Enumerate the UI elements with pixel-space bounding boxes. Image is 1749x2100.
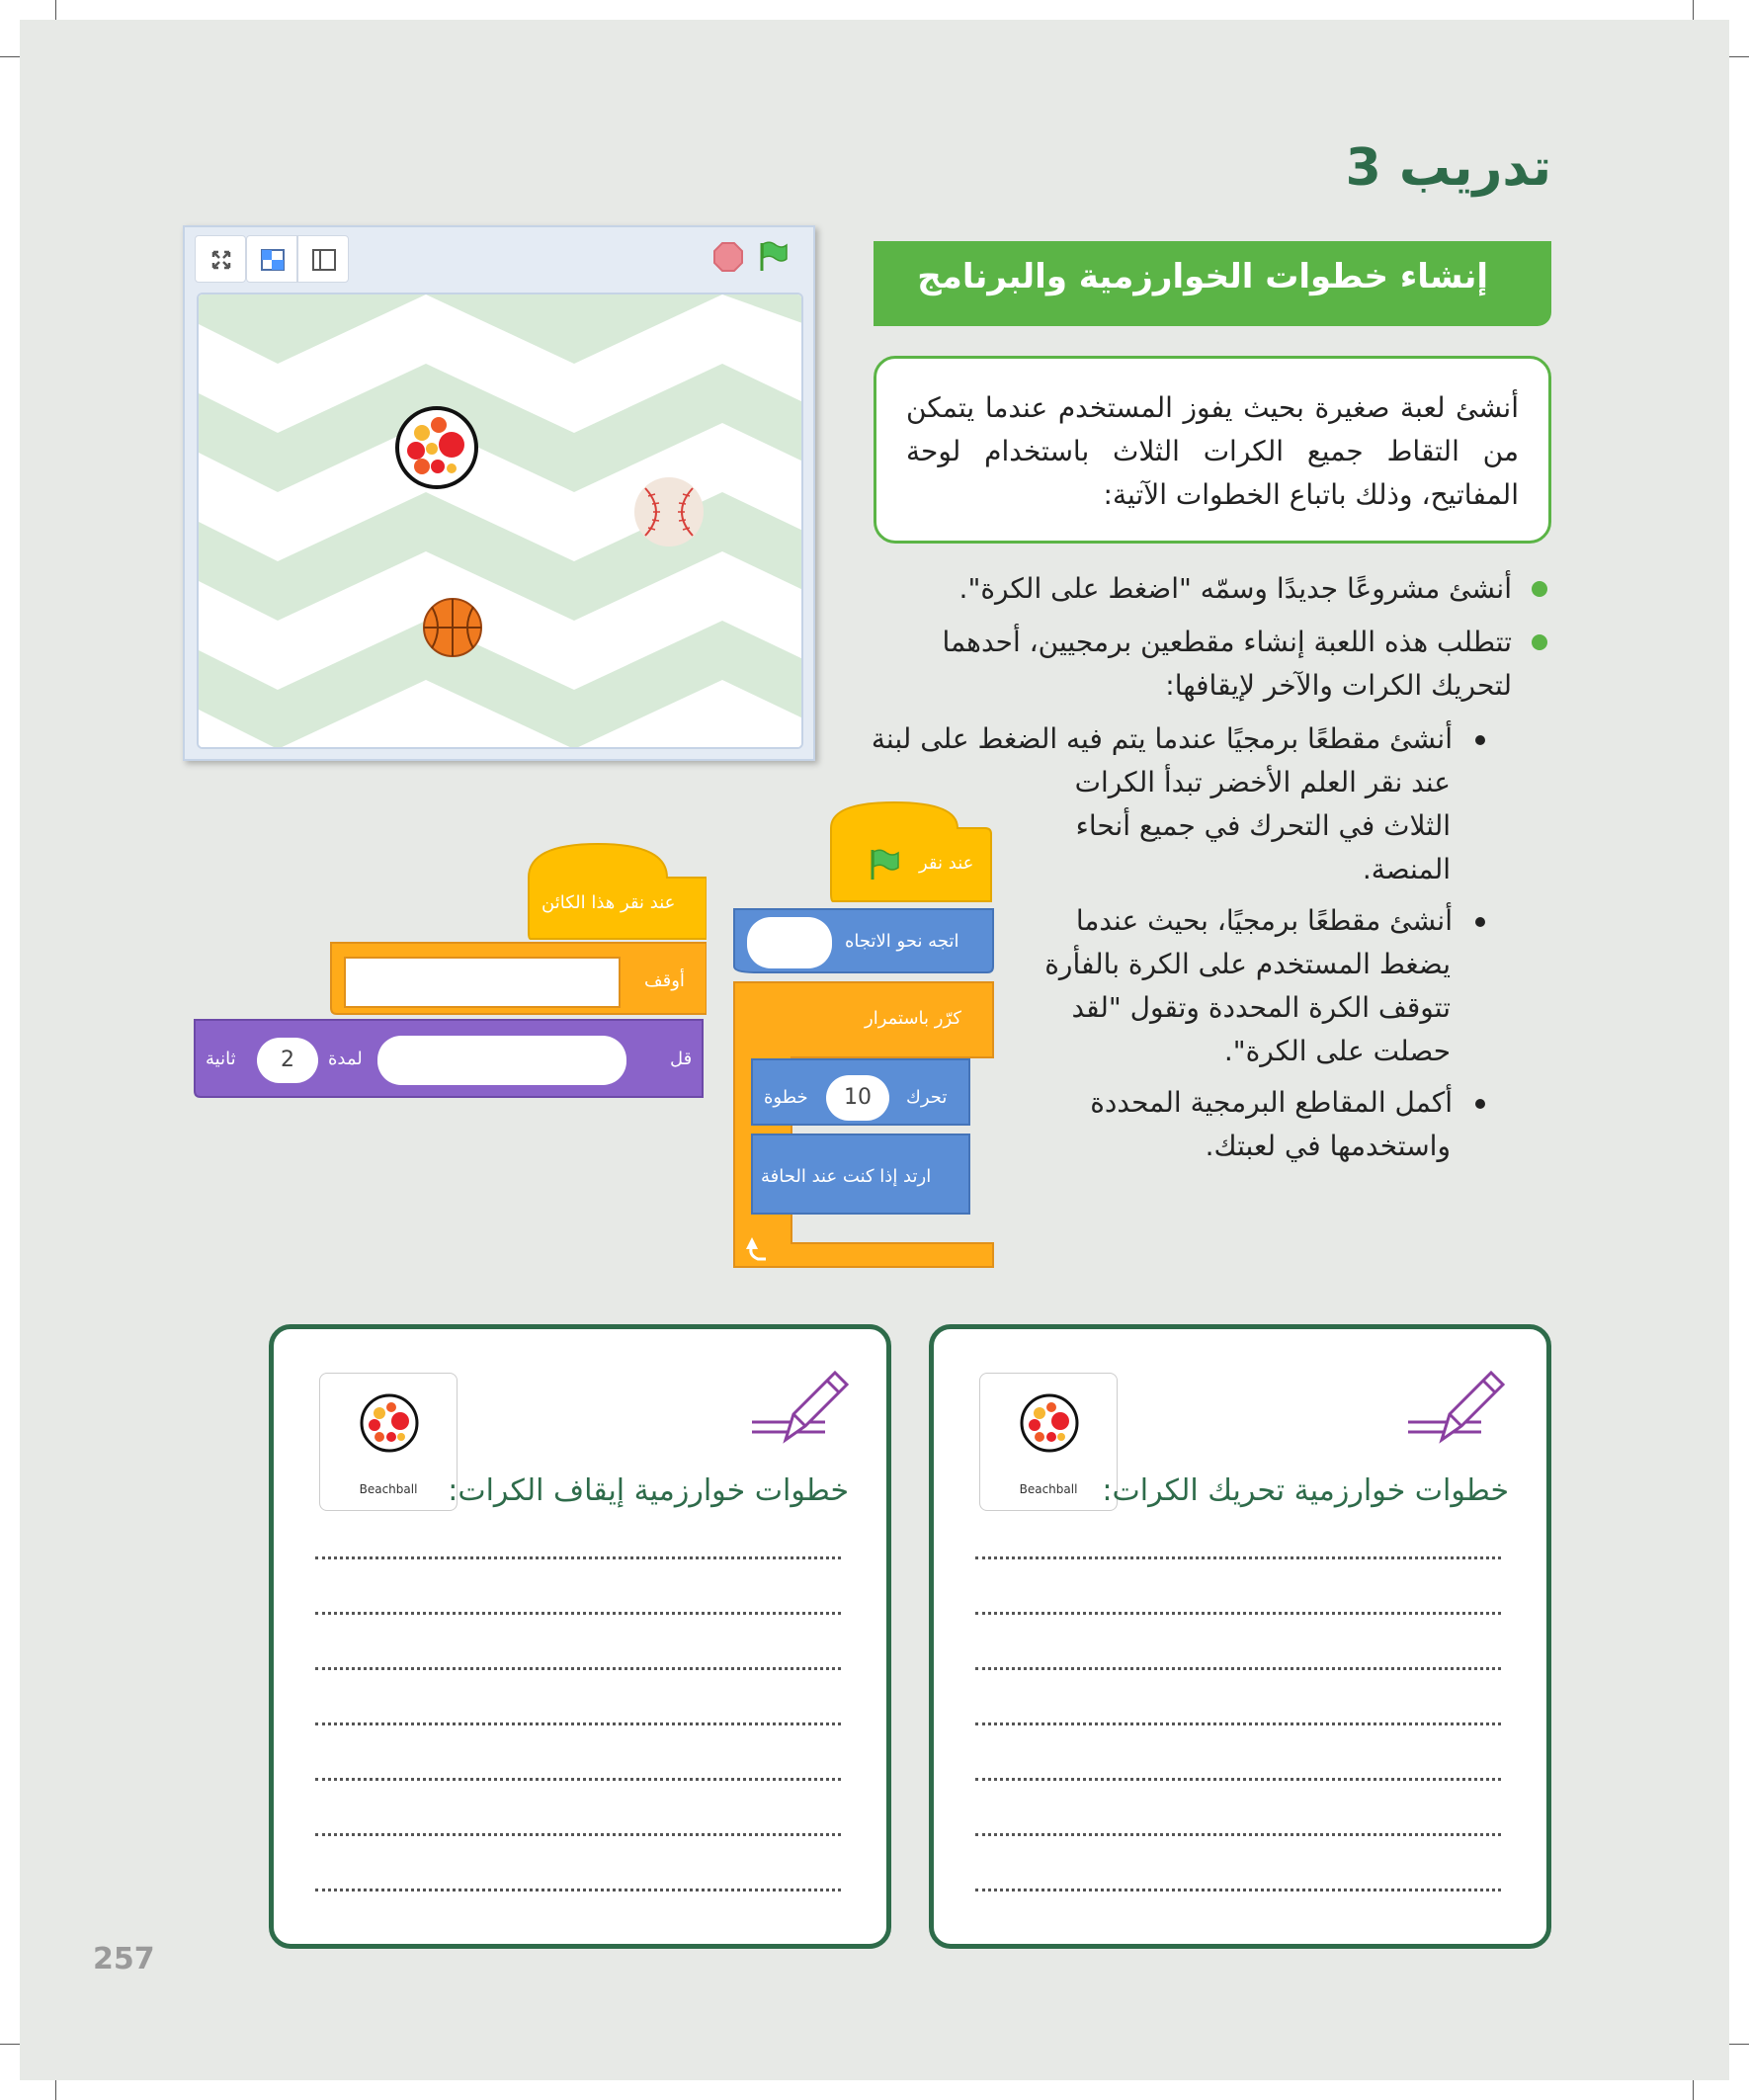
sub-bullet-2-line-2: يضغط المستخدم على الكرة بالفأرة — [1044, 948, 1451, 980]
writing-line[interactable] — [975, 1556, 1501, 1559]
bounce-label: ارتد إذا كنت عند الحافة — [761, 1166, 932, 1187]
move-label: تحرك — [906, 1087, 948, 1108]
pencil-icon — [1408, 1365, 1507, 1448]
bullet-2-line-2: لتحريك الكرات والآخر لإيقافها: — [1165, 669, 1512, 702]
sub-bullet-3-line-1: أكمل المقاطع البرمجية المحددة — [1090, 1086, 1453, 1119]
sub-bullet-1-line-1: أنشئ مقطعًا برمجيًا عندما يتم فيه الضغط على لبنة — [871, 722, 1453, 755]
writing-line[interactable] — [315, 1889, 841, 1891]
beachball-icon — [358, 1391, 421, 1455]
task-text: أنشئ لعبة صغيرة بحيث يفوز المستخدم عندما يتمكن من التقاط جميع الكرات الثلاث باستخدام لوحة المفاتيح، وذلك باتباع الخطوات الآتية: — [906, 391, 1519, 511]
sub-bullet-3-line-2: واستخدمها في لعبتك. — [1205, 1130, 1451, 1162]
sprite-card — [979, 1373, 1118, 1511]
sub-bullet-marker — [1475, 917, 1485, 927]
writing-line[interactable] — [975, 1778, 1501, 1781]
answer-title-stop: خطوات خوارزمية إيقاف الكرات: — [448, 1473, 849, 1508]
sprite-name: Beachball — [1019, 1482, 1078, 1496]
bullet-marker — [1532, 634, 1547, 650]
when-flag-clicked-label: عند نقر — [919, 853, 974, 874]
sprite-name: Beachball — [359, 1482, 418, 1496]
forever-label: كرّر باستمرار — [865, 1008, 961, 1029]
baseball-sprite[interactable] — [629, 472, 708, 551]
small-stage-icon — [247, 236, 298, 284]
when-flag-clicked-block[interactable] — [831, 802, 991, 901]
large-stage-icon — [298, 236, 350, 284]
writing-line[interactable] — [975, 1667, 1501, 1670]
sub-bullet-marker — [1475, 1099, 1485, 1109]
sub-bullet-2-line-4: حصلت على الكرة". — [1223, 1035, 1451, 1067]
stop-option-dropdown[interactable] — [344, 957, 621, 1008]
answer-title-move: خطوات خوارزمية تحريك الكرات: — [1102, 1473, 1509, 1508]
answer-box-stop — [269, 1324, 891, 1949]
bullet-marker — [1532, 581, 1547, 597]
sub-bullet-1-line-3: الثلاث في التحرك في جميع أنحاء — [1075, 809, 1451, 842]
writing-line[interactable] — [315, 1612, 841, 1615]
say-text-input[interactable] — [377, 1036, 626, 1085]
page-title: تدريب 3 — [1345, 138, 1551, 198]
bullet-2-line-1: تتطلب هذه اللعبة إنشاء مقطعين برمجيين، أحدهما — [942, 626, 1512, 658]
writing-line[interactable] — [315, 1833, 841, 1836]
green-flag-icon[interactable] — [754, 237, 793, 277]
say-label: قل — [670, 1049, 693, 1069]
scratch-stage-panel — [183, 225, 815, 761]
chevron-backdrop — [199, 294, 803, 749]
sub-bullet-1-line-2: عند نقر العلم الأخضر تبدأ الكرات — [1074, 766, 1451, 798]
section-heading: إنشاء خطوات الخوارزمية والبرنامج — [917, 257, 1488, 296]
writing-line[interactable] — [315, 1556, 841, 1559]
point-in-direction-label: اتجه نحو الاتجاه — [845, 931, 959, 952]
large-stage-button[interactable] — [297, 235, 349, 283]
when-sprite-clicked-label: عند نقر هذا الكائن — [541, 892, 676, 913]
sub-bullet-2-line-1: أنشئ مقطعًا برمجيًا، بحيث عندما — [1075, 904, 1453, 937]
pencil-icon — [752, 1365, 851, 1448]
sub-bullet-2-line-3: تتوقف الكرة المحددة وتقول "لقد — [1071, 991, 1451, 1024]
stop-label: أوقف — [644, 970, 685, 991]
steps-label: خطوة — [764, 1087, 808, 1108]
writing-line[interactable] — [315, 1778, 841, 1781]
sub-bullet-1-line-4: المنصة. — [1362, 853, 1451, 885]
bullet-1: أنشئ مشروعًا جديدًا وسمّه "اضغط على الكرة". — [958, 572, 1512, 605]
writing-line[interactable] — [315, 1722, 841, 1725]
for-label: لمدة — [328, 1049, 363, 1069]
stage-canvas[interactable] — [197, 293, 803, 749]
sprite-card — [319, 1373, 458, 1511]
fullscreen-button[interactable] — [195, 235, 246, 283]
direction-input[interactable] — [747, 917, 832, 968]
basketball-sprite[interactable] — [420, 595, 485, 660]
beachball-sprite[interactable] — [392, 403, 481, 492]
fullscreen-icon — [196, 236, 247, 284]
beachball-icon — [1018, 1391, 1081, 1455]
stop-icon[interactable] — [708, 237, 748, 277]
writing-line[interactable] — [975, 1833, 1501, 1836]
secs-label: ثانية — [206, 1049, 236, 1069]
when-sprite-clicked-block[interactable] — [529, 844, 707, 939]
steps-input[interactable]: 10 — [826, 1075, 889, 1121]
secs-input[interactable]: 2 — [257, 1038, 318, 1083]
task-box — [874, 356, 1551, 544]
writing-line[interactable] — [975, 1612, 1501, 1615]
small-stage-button[interactable] — [246, 235, 297, 283]
writing-line[interactable] — [315, 1667, 841, 1670]
writing-line[interactable] — [975, 1722, 1501, 1725]
page-number: 257 — [93, 1942, 155, 1976]
section-heading-banner — [874, 241, 1551, 326]
answer-box-move — [929, 1324, 1551, 1949]
sub-bullet-marker — [1475, 735, 1485, 745]
writing-line[interactable] — [975, 1889, 1501, 1891]
